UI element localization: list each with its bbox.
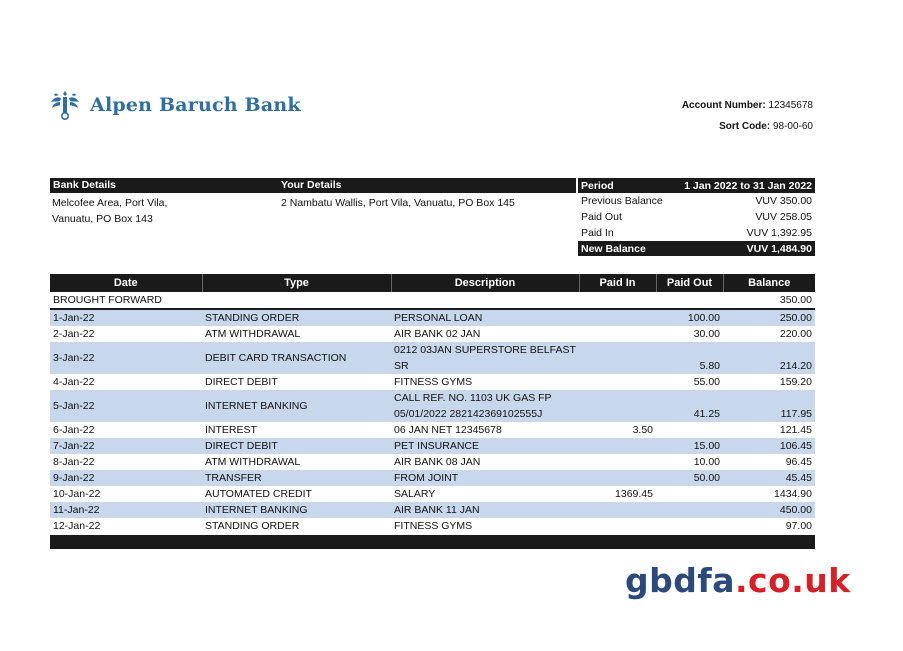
row-balance: 450.00 bbox=[723, 502, 815, 518]
col-header-balance: Balance bbox=[723, 274, 815, 292]
sort-code-line bbox=[682, 116, 813, 137]
row-paid-out bbox=[656, 422, 723, 438]
row-paid-in bbox=[579, 502, 656, 518]
row-date: 12-Jan-22 bbox=[53, 520, 101, 532]
row-description: AIR BANK 11 JAN bbox=[391, 502, 579, 518]
row-description-line2: SR bbox=[394, 360, 409, 372]
row-paid-in: 3.50 bbox=[632, 424, 653, 436]
table-row bbox=[50, 454, 815, 470]
row-balance: 220.00 bbox=[779, 328, 812, 340]
row-date: 6-Jan-22 bbox=[53, 424, 95, 436]
paid-in-value: VUV 1,392.95 bbox=[746, 227, 812, 239]
account-number-line bbox=[682, 95, 813, 116]
row-type: DEBIT CARD TRANSACTION bbox=[202, 342, 391, 374]
table-row bbox=[50, 309, 815, 326]
row-type: STANDING ORDER bbox=[202, 309, 391, 326]
row-paid-out: 30.00 bbox=[693, 328, 720, 340]
table-header-row bbox=[50, 274, 815, 292]
bank-address-line2: Vanuatu, PO Box 143 bbox=[52, 213, 153, 225]
row-balance: 250.00 bbox=[723, 309, 815, 326]
col-header-date: Date bbox=[50, 274, 202, 292]
period-label: Period bbox=[581, 179, 614, 192]
row-paid-in bbox=[579, 518, 656, 534]
row-paid-in bbox=[579, 438, 656, 454]
row-type: STANDING ORDER bbox=[205, 520, 300, 532]
bank-address-line1: Melcofee Area, Port Vila, bbox=[52, 197, 168, 209]
paid-out-row bbox=[578, 209, 815, 225]
row-paid-in: 1369.45 bbox=[615, 488, 653, 500]
table-row bbox=[50, 326, 815, 342]
row-description: AIR BANK 02 JAN bbox=[394, 328, 481, 340]
table-footer-bar bbox=[50, 535, 815, 549]
row-description: SALARY bbox=[394, 488, 436, 500]
sort-code-label: Sort Code: bbox=[719, 121, 771, 132]
details-header-bar bbox=[50, 178, 576, 193]
table-row bbox=[50, 390, 815, 422]
row-paid-in bbox=[579, 390, 656, 422]
row-description: FITNESS GYMS bbox=[394, 520, 473, 532]
row-description bbox=[391, 342, 579, 374]
row-balance: 121.45 bbox=[779, 424, 812, 436]
row-description-line2: 05/01/2022 282142369102555J bbox=[394, 408, 543, 420]
balance-summary bbox=[578, 178, 815, 256]
table-row bbox=[50, 342, 815, 374]
your-details-label: Your Details bbox=[281, 179, 342, 191]
row-balance: 1434.90 bbox=[774, 488, 812, 500]
row-paid-out: 15.00 bbox=[656, 438, 723, 454]
row-paid-out bbox=[656, 518, 723, 534]
row-type: INTERNET BANKING bbox=[202, 502, 391, 518]
your-address: 2 Nambatu Wallis, Port Vila, Vanuatu, PO Box 145 bbox=[281, 197, 515, 209]
paid-out-value: VUV 258.05 bbox=[755, 211, 812, 223]
row-paid-out: 10.00 bbox=[693, 456, 720, 468]
row-date: 7-Jan-22 bbox=[50, 438, 202, 454]
paid-in-label: Paid In bbox=[581, 227, 614, 239]
row-paid-out bbox=[656, 502, 723, 518]
bank-address bbox=[52, 195, 252, 227]
row-type: INTEREST bbox=[205, 424, 257, 436]
row-paid-in bbox=[579, 454, 656, 470]
row-balance: 97.00 bbox=[785, 520, 812, 532]
table-row bbox=[50, 470, 815, 486]
row-paid-out: 55.00 bbox=[693, 376, 720, 388]
new-balance-row bbox=[578, 241, 815, 256]
row-date: 11-Jan-22 bbox=[50, 502, 202, 518]
watermark-part1: gbdfa bbox=[625, 561, 735, 600]
col-header-description: Description bbox=[391, 274, 579, 292]
row-description: PET INSURANCE bbox=[391, 438, 579, 454]
row-type: ATM WITHDRAWAL bbox=[205, 328, 301, 340]
row-date: 3-Jan-22 bbox=[50, 342, 202, 374]
paid-in-row bbox=[578, 225, 815, 241]
period-row bbox=[578, 178, 815, 193]
row-date: 5-Jan-22 bbox=[50, 390, 202, 422]
row-date: 10-Jan-22 bbox=[53, 488, 101, 500]
table-row bbox=[50, 502, 815, 518]
row-date: 8-Jan-22 bbox=[53, 456, 95, 468]
row-balance: 159.20 bbox=[779, 376, 812, 388]
row-description-line1: 0212 03JAN SUPERSTORE BELFAST bbox=[394, 344, 576, 356]
row-type: INTERNET BANKING bbox=[202, 390, 391, 422]
previous-balance-value: VUV 350.00 bbox=[755, 195, 812, 207]
row-type: AUTOMATED CREDIT bbox=[205, 488, 312, 500]
row-paid-in bbox=[579, 374, 656, 390]
row-description: 06 JAN NET 12345678 bbox=[394, 424, 502, 436]
table-row bbox=[50, 422, 815, 438]
col-header-type: Type bbox=[202, 274, 391, 292]
row-balance: 117.95 bbox=[723, 390, 815, 422]
brought-forward-balance: 350.00 bbox=[723, 292, 815, 309]
bank-details-label: Bank Details bbox=[53, 179, 117, 191]
row-date: 9-Jan-22 bbox=[50, 470, 202, 486]
row-type: ATM WITHDRAWAL bbox=[205, 456, 301, 468]
row-paid-in bbox=[579, 326, 656, 342]
row-description: FITNESS GYMS bbox=[394, 376, 473, 388]
row-description: PERSONAL LOAN bbox=[391, 309, 579, 326]
row-date: 4-Jan-22 bbox=[53, 376, 95, 388]
account-number-value: 12345678 bbox=[768, 100, 813, 111]
row-type: DIRECT DEBIT bbox=[205, 376, 278, 388]
row-description: FROM JOINT bbox=[391, 470, 579, 486]
row-paid-in bbox=[579, 470, 656, 486]
row-description: AIR BANK 08 JAN bbox=[394, 456, 481, 468]
row-description bbox=[391, 390, 579, 422]
row-balance: 45.45 bbox=[723, 470, 815, 486]
statement-info bbox=[50, 178, 815, 258]
new-balance-value: VUV 1,484.90 bbox=[746, 242, 812, 255]
row-paid-in bbox=[579, 309, 656, 326]
table-row bbox=[50, 486, 815, 502]
row-description-line1: CALL REF. NO. 1103 UK GAS FP bbox=[394, 392, 552, 404]
row-paid-out: 5.80 bbox=[656, 342, 723, 374]
row-date: 1-Jan-22 bbox=[50, 309, 202, 326]
row-type: DIRECT DEBIT bbox=[202, 438, 391, 454]
row-type: TRANSFER bbox=[202, 470, 391, 486]
bank-crest-icon bbox=[48, 88, 82, 122]
watermark-part2: .co.uk bbox=[735, 561, 851, 600]
account-info bbox=[682, 95, 813, 137]
row-paid-out: 100.00 bbox=[656, 309, 723, 326]
row-paid-out: 50.00 bbox=[656, 470, 723, 486]
sort-code-value: 98-00-60 bbox=[772, 121, 813, 132]
paid-out-label: Paid Out bbox=[581, 211, 622, 223]
row-paid-out: 41.25 bbox=[656, 390, 723, 422]
previous-balance-label: Previous Balance bbox=[581, 195, 663, 207]
row-paid-out bbox=[656, 486, 723, 502]
row-paid-in bbox=[579, 342, 656, 374]
row-balance: 96.45 bbox=[785, 456, 812, 468]
row-date: 2-Jan-22 bbox=[53, 328, 95, 340]
period-value: 1 Jan 2022 to 31 Jan 2022 bbox=[684, 179, 812, 192]
table-row bbox=[50, 518, 815, 534]
watermark bbox=[625, 561, 851, 600]
account-number-label: Account Number: bbox=[681, 100, 766, 111]
previous-balance-row bbox=[578, 193, 815, 209]
brought-forward-label: BROUGHT FORWARD bbox=[50, 292, 723, 309]
row-balance: 106.45 bbox=[723, 438, 815, 454]
table-row bbox=[50, 374, 815, 390]
new-balance-label: New Balance bbox=[581, 242, 646, 255]
bank-logo bbox=[48, 88, 301, 122]
transactions-table bbox=[50, 274, 815, 534]
col-header-paid-in: Paid In bbox=[579, 274, 656, 292]
bank-name: Alpen Baruch Bank bbox=[90, 94, 301, 116]
col-header-paid-out: Paid Out bbox=[656, 274, 723, 292]
brought-forward-row bbox=[50, 292, 815, 309]
table-row bbox=[50, 438, 815, 454]
row-balance: 214.20 bbox=[723, 342, 815, 374]
